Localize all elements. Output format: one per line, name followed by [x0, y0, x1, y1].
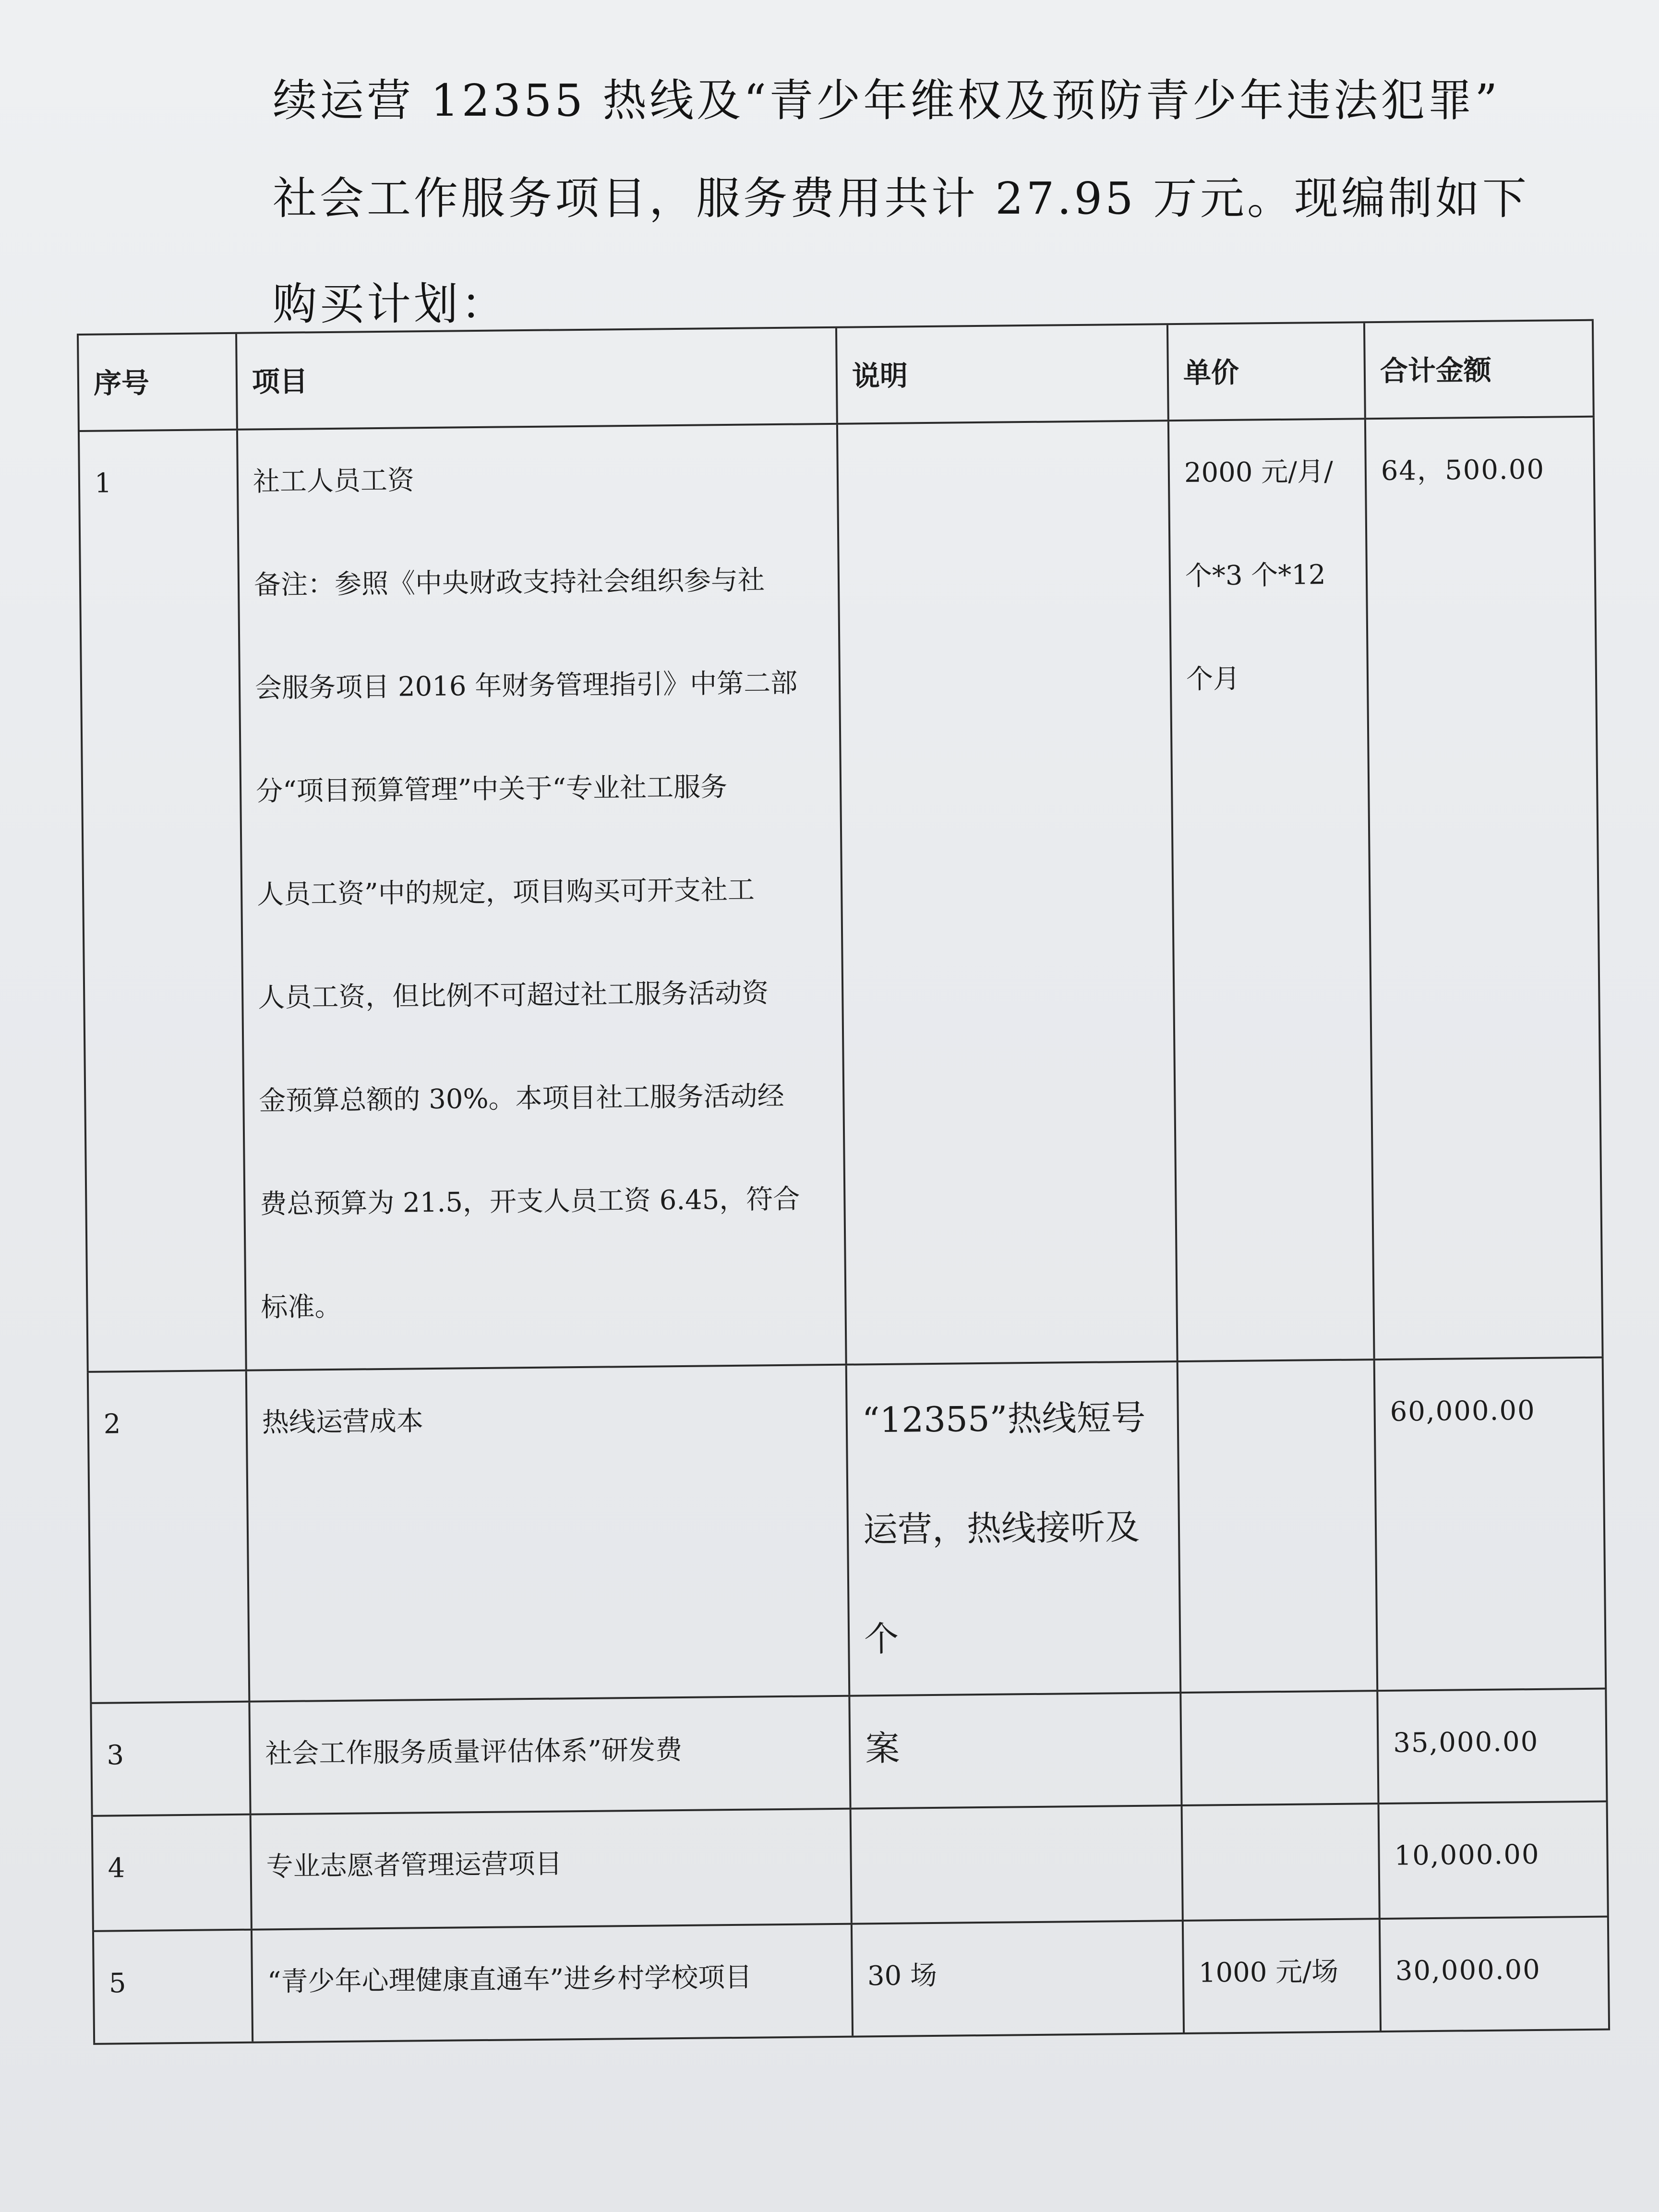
item-line: 备注：参照《中央财政支持社会组织参与社: [253, 565, 765, 601]
row-desc: [848, 1694, 1180, 1808]
desc-line: 案: [865, 1728, 900, 1769]
item-line: 热线运营成本: [262, 1406, 424, 1439]
purchase-plan-table: [77, 319, 1610, 2052]
row-item: [251, 1925, 852, 2042]
row-item: [250, 1810, 851, 1929]
item-line: 专业志愿者管理运营项目: [266, 1848, 562, 1883]
intro-line-1: 续运营 12355 热线及“青少年维权及预防青少年违法犯罪”: [273, 75, 1501, 126]
item-line: “青少年心理健康直通车”进乡村学校项目: [267, 1961, 752, 1998]
header-item: 项目: [235, 328, 836, 429]
table-row: [78, 418, 1604, 1373]
intro-line-2: 社会工作服务项目，服务费用共计 27.95 万元。现编制如下: [273, 173, 1529, 224]
row-desc: [850, 1806, 1182, 1923]
table-row: [92, 1918, 1610, 2045]
row-total: 35,000.00: [1376, 1690, 1608, 1803]
item-line: 人员工资，但比例不可超过社工服务活动资: [257, 977, 769, 1014]
item-line: 会服务项目 2016 年财务管理指引》中第二部: [254, 667, 798, 704]
row-unit-price: [1182, 1920, 1380, 2032]
row-seq: 3: [90, 1703, 249, 1815]
row-unit-price: [1167, 420, 1373, 1360]
row-total: 10,000.00: [1378, 1803, 1609, 1918]
row-total: 60,000.00: [1373, 1358, 1607, 1690]
row-total: 64，500.00: [1364, 418, 1604, 1359]
desc-line: “12355”热线短号: [862, 1397, 1146, 1441]
row-desc: [836, 421, 1177, 1364]
table-header-row: [77, 319, 1595, 432]
table-row: [91, 1803, 1609, 1932]
desc-line: 30 场: [867, 1960, 938, 1992]
row-desc: [845, 1362, 1180, 1769]
row-item: [245, 1366, 849, 1701]
row-seq: 1: [78, 431, 245, 1371]
item-line: 分“项目预算管理”中关于“专业社工服务: [255, 771, 728, 807]
row-item: [236, 425, 845, 1370]
row-seq: 4: [91, 1815, 251, 1930]
header-desc: 说明: [835, 325, 1167, 423]
header-seq: 序号: [77, 334, 236, 430]
row-unit-price: [1181, 1804, 1379, 1920]
header-total: 合计金额: [1363, 321, 1595, 418]
unit-price-line: 个月: [1186, 663, 1240, 695]
row-total: 30,000.00: [1379, 1918, 1610, 2031]
intro-line-3: 购买计划：: [273, 278, 508, 330]
header-unit-price: 单价: [1166, 323, 1364, 420]
item-line: 金预算总额的 30%。本项目社工服务活动经: [259, 1080, 784, 1117]
row-unit-price: [1179, 1692, 1377, 1804]
unit-price-line: 1000 元/场: [1198, 1956, 1339, 1989]
row-seq: 2: [87, 1371, 249, 1702]
row-desc: [851, 1922, 1183, 2036]
item-line: 社会工作服务质量评估体系”研发费: [265, 1734, 683, 1770]
table-row: [90, 1690, 1608, 1817]
item-line: 人员工资”中的规定，项目购买可开支社工: [256, 874, 755, 911]
item-line: 标准。: [261, 1291, 342, 1323]
row-item: [248, 1697, 849, 1814]
item-line: 社工人员工资: [252, 465, 415, 498]
item-line: 费总预算为 21.5，开支人员工资 6.45，符合: [260, 1183, 800, 1220]
desc-line: 运营，热线接听及个: [863, 1506, 1140, 1659]
unit-price-line: 个*3 个*12: [1185, 559, 1326, 592]
unit-price-line: 2000 元/月/: [1184, 456, 1334, 489]
row-unit-price: [1177, 1360, 1377, 1692]
row-seq: 5: [92, 1931, 252, 2043]
